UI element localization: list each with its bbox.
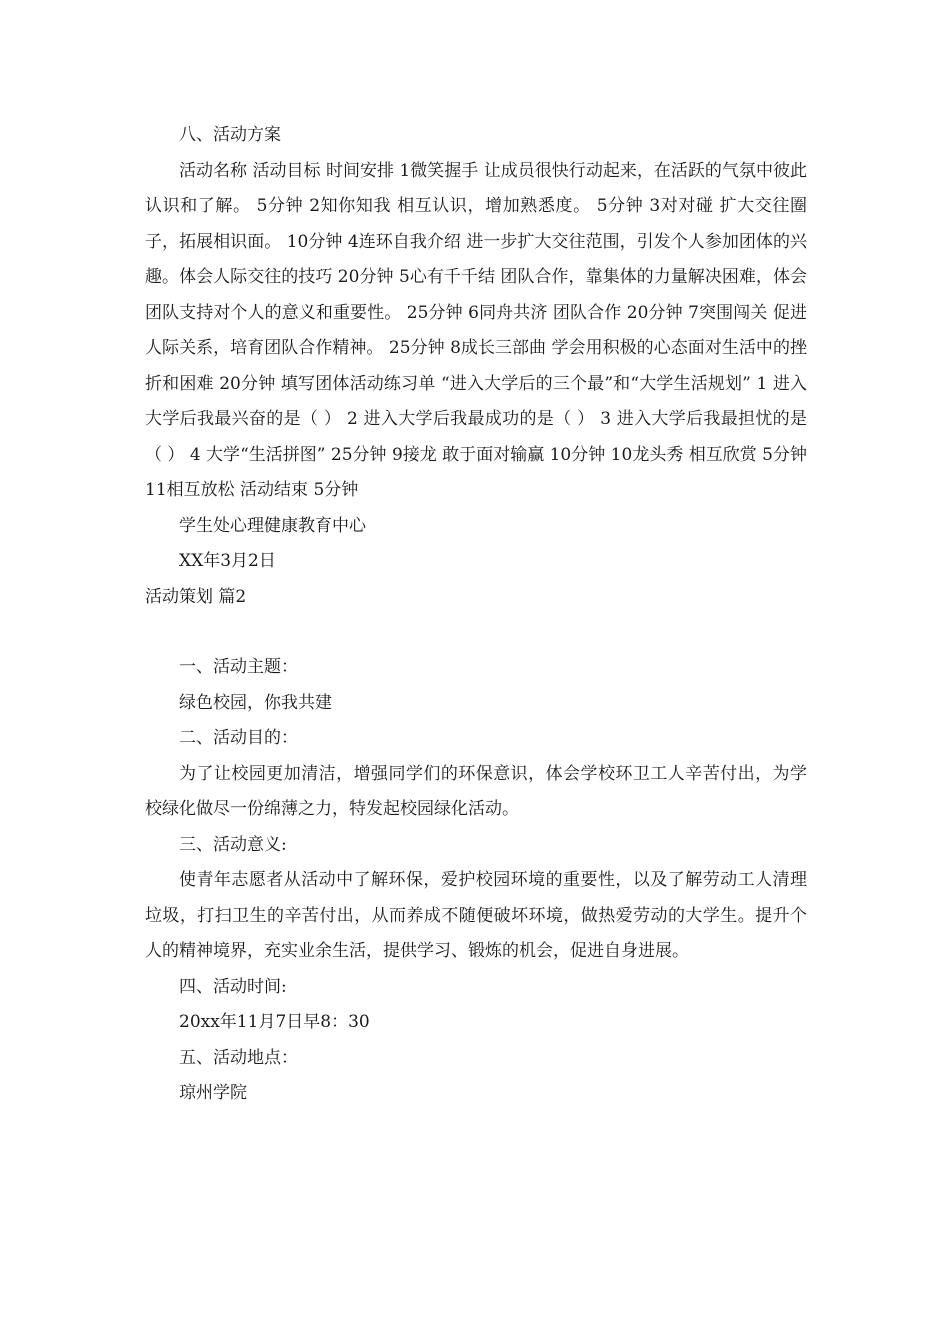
heading-activity-time: 四、活动时间:	[179, 976, 287, 997]
heading-activity-purpose: 二、活动目的：	[179, 728, 298, 748]
document-body	[145, 118, 807, 1112]
organizer-name: 学生处心理健康教育中心	[179, 515, 366, 536]
activity-time-text: 20xx年11月7日早8：30	[179, 1012, 370, 1032]
activity-significance-text: 使青年志愿者从活动中了解环保，爱护校园环境的重要性，以及了解劳动工人清理垃圾，打扫卫生的辛苦付出，从而养成不随便破坏环境，做热爱劳动的大学生。提升个人的精神境界，充实业余生活，提供学习、锻炼的机会，促进自身进展。	[145, 870, 807, 961]
activity-theme-text: 绿色校园，你我共建	[179, 692, 332, 713]
activity-location-text: 琼州学院	[179, 1083, 247, 1103]
activity-plan-paragraph: 活动名称 活动目标 时间安排 1微笑握手 让成员很快行动起来，在活跃的气氛中彼此认识和了解。 5分钟 2知你知我 相互认识，增加熟悉度。 5分钟 3对对碰 扩大交往圈子，拓展相识面。 10分钟 4连环自我介绍 进一步扩大交往范围，引发个人参加团体的兴趣。体会人际交往的技巧 20分钟 5心有千千结 团队合作，靠集体的力量解决困难，体会团队支持对个人的意义和重要性。 25分钟 6同舟共济 团队合作 20分钟 7突围闯关 促进人际关系，培育团队合作精神。 25分钟 8成长三部曲 学会用积极的心态面对生活中的挫折和困难 20分钟 填写团体活动练习单 “进入大学后的三个最”和“大学生活规划” 1 进入大学后我最兴奋的是（ ） 2 进入大学后我最成功的是（ ） 3 进入大学后我最担忧的是（ ） 4 大学“生活拼图” 25分钟 9接龙 敢于面对输赢 10分钟 10龙头秀 相互欣赏 5分钟 11相互放松 活动结束 5分钟	[145, 160, 807, 500]
section-heading-activity-plan: 八、活动方案	[179, 125, 281, 145]
document-section-title: 活动策划 篇2	[145, 586, 247, 607]
heading-activity-significance: 三、活动意义:	[179, 834, 287, 855]
activity-purpose-text: 为了让校园更加清洁，增强同学们的环保意识，体会学校环卫工人辛苦付出，为学校绿化做尽一份绵薄之力，特发起校园绿化活动。	[145, 763, 807, 819]
document-date: XX年3月2日	[179, 551, 276, 571]
heading-activity-theme: 一、活动主题：	[179, 657, 298, 677]
heading-activity-location: 五、活动地点：	[179, 1047, 298, 1068]
